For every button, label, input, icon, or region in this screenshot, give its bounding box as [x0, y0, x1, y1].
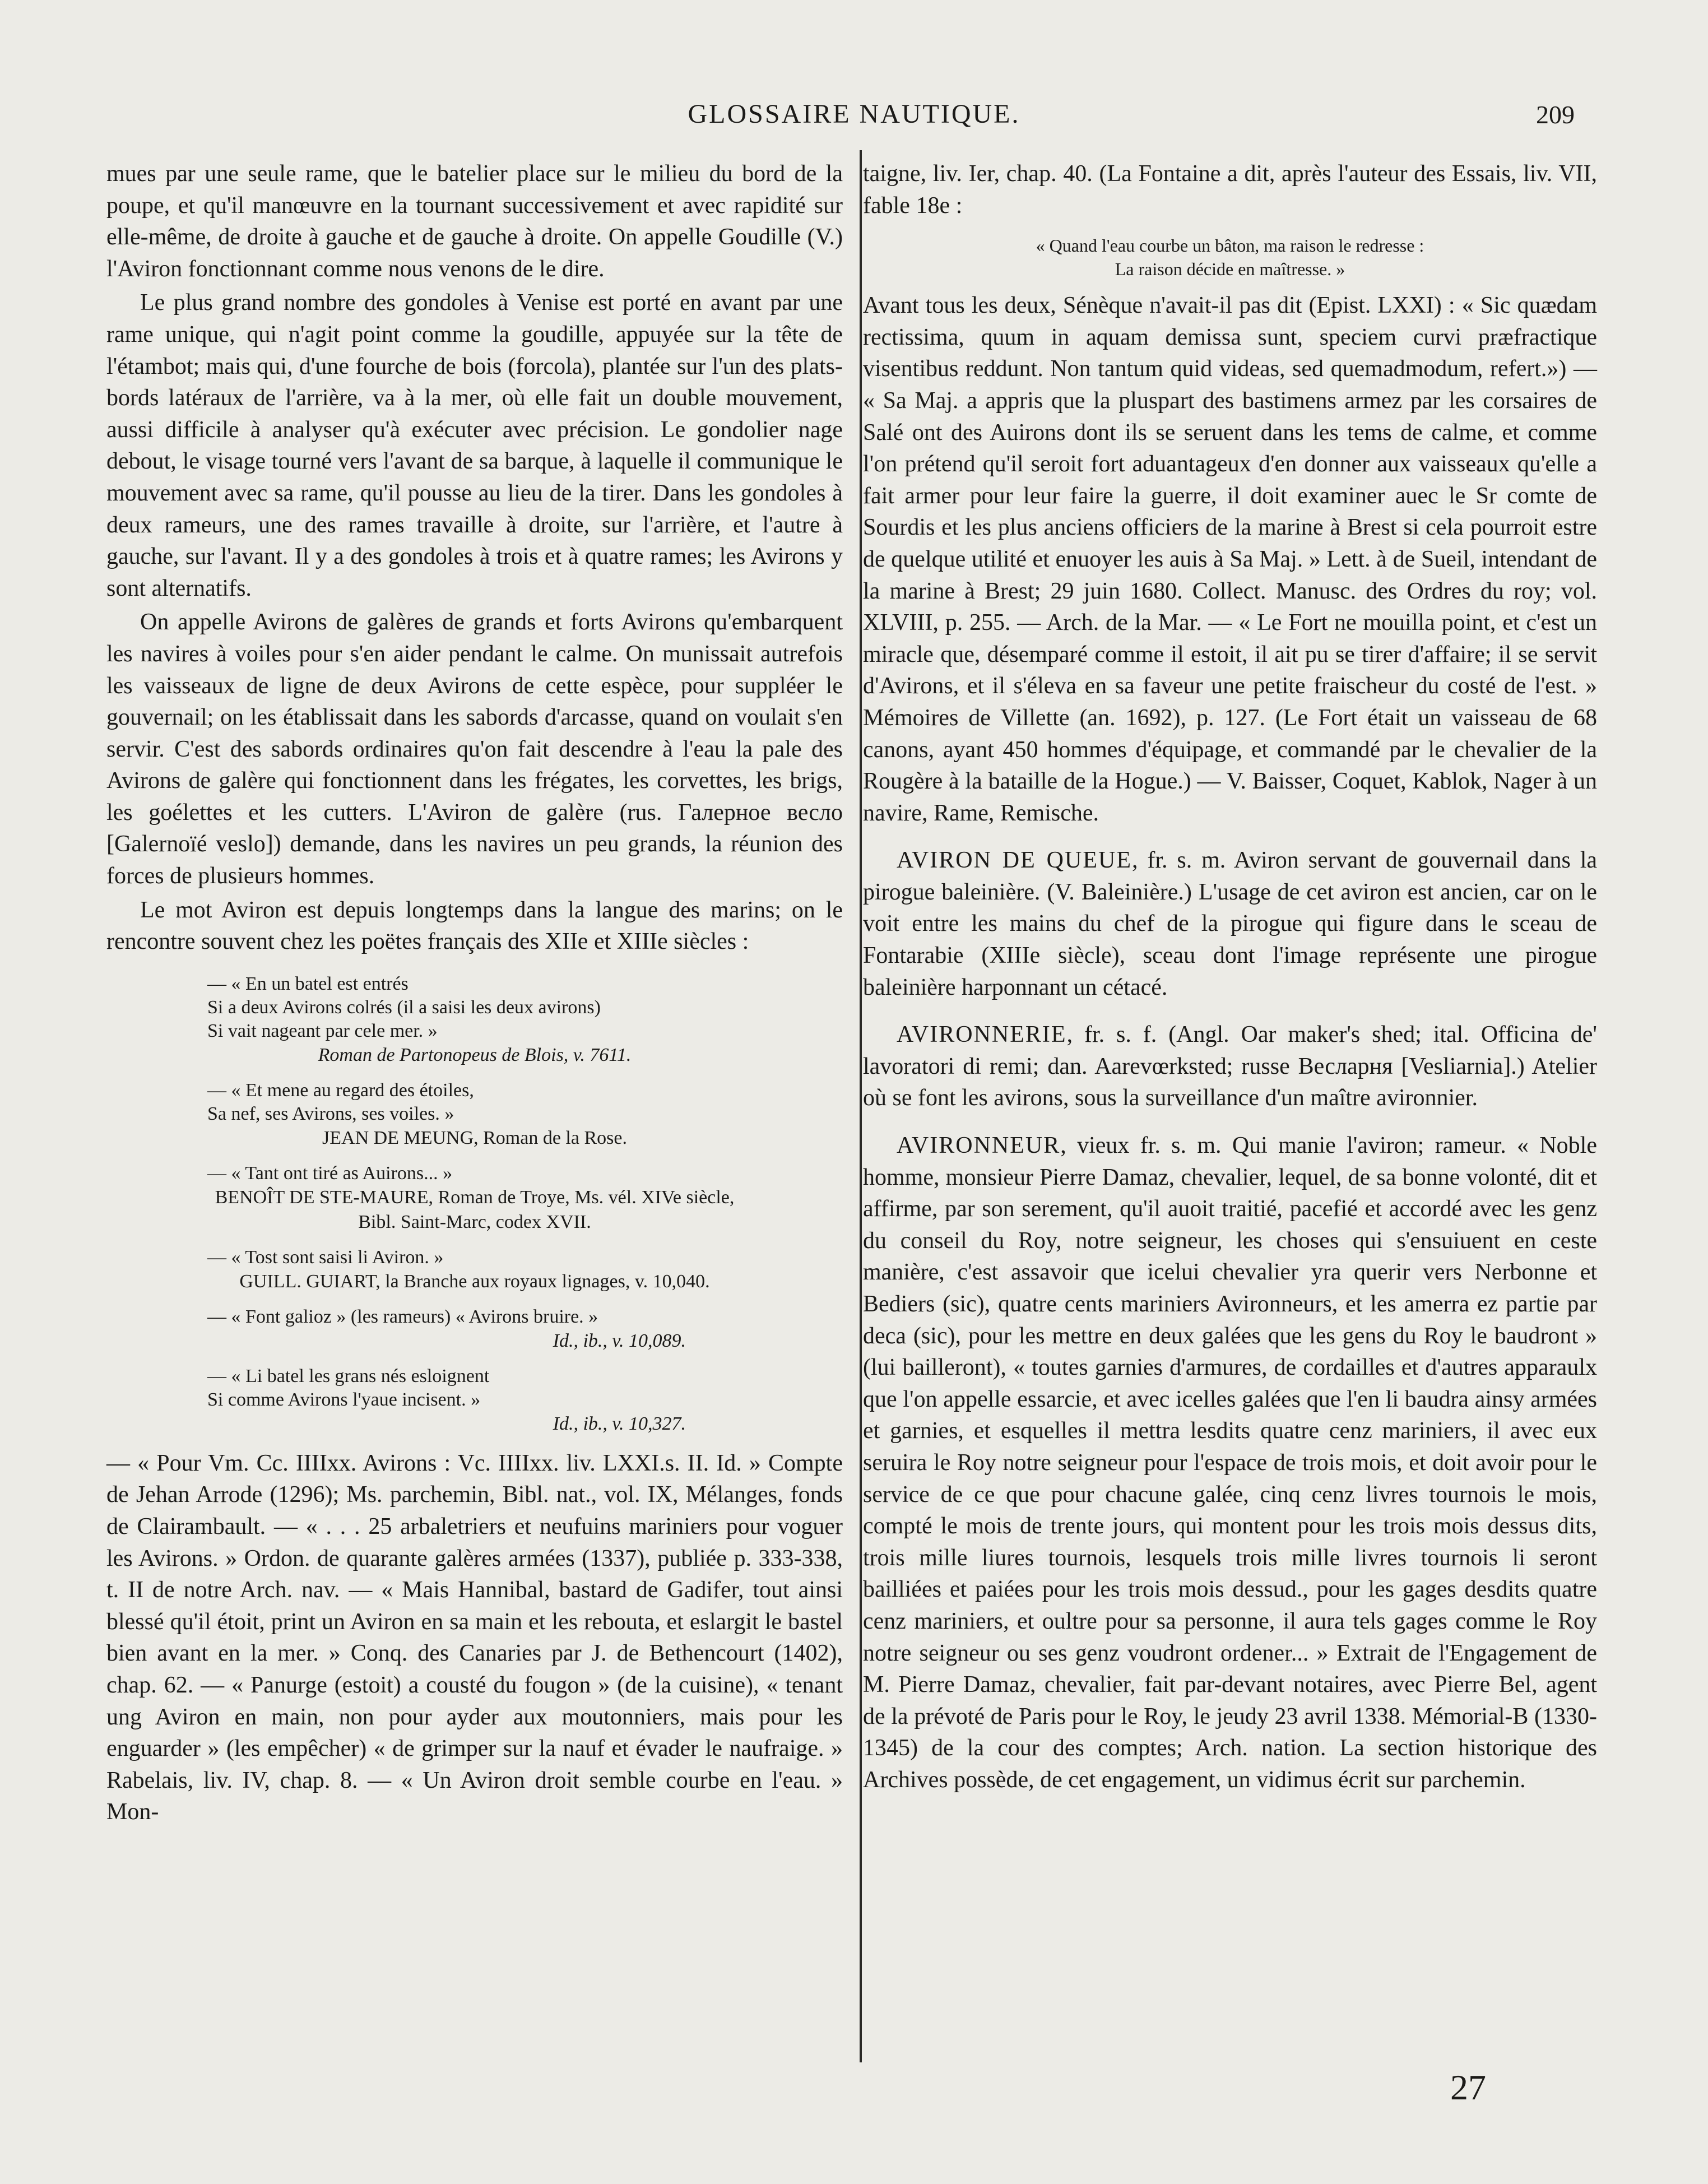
entry-body: , vieux fr. s. m. Qui manie l'aviron; rameur. « Noble homme, monsieur Pierre Damaz, chevalier, lequel, de sa bonne volonté, dit et affirme, par son serement, qu'il auoit traitié, pacefié et accordé avec les genz du conseil du Roy, notre seigneur, les choses qui s'ensuiuent en ceste manière, c'est assavoir que icelui chevalier yra querir vers Nerbonne et Bediers (sic), quatre cents mariniers Avironneurs, et les amerra ez partie par deca (sic), pour les mettre en deux galées que les gens du Roy le baudront » (lui bailleront), « toutes garnies d'armures, de cordailles et d'autres apparaulx que l'on appelle essarcie, et avec icelles galées que l'en li baudra ainsy armées et garnies, et esquelles il mettra lesdits quatre cenz mariniers, il avec eux seruira le Roy notre seigneur pour l'espace de trois mois, et doit avoir pour le service de ce que pour chacune galée, cinq cenz livres tournois le mois, compté le mois de trente jours, qui montent pour les trois mois dessus dits, trois mille liures tournois, lesquels trois mille livres tournois li seront bailliées et paiées pour les trois mois dessud., pour les gages desdits quatre cenz mariniers, et oultre pour sa personne, il aura tels gages comme le Roy notre seigneur ou ses genz voudront ordener... » Extrait de l'Engagement de M. Pierre Damaz, chevalier, fait par-devant notaires, avec Pierre Bel, agent de la prévoté de Paris pour le Roy, le jeudy 23 avril 1338. Mémorial-B (1330-1345) de la cour des comptes; Arch. nation. La section historique des Archives possède, de cet engagement, un vidimus écrit sur parchemin.	[863, 1133, 1597, 1793]
paragraph: Le plus grand nombre des gondoles à Venise est porté en avant par une rame unique, qui n'agit point comme la goudille, appuyée sur la tête de l'étambot; mais qui, d'une fourche de bois (forcola), plantée sur l'un des plats-bords latéraux de l'arrière, va à la mer, où elle fait un double mouvement, aussi difficile à analyser qu'à exécuter avec précision. Le gondolier nage debout, le visage tourné vers l'avant de sa barque, à laquelle il communique le mouvement avec sa rame, qu'il pousse au lieu de la tirer. Dans les gondoles à deux rameurs, une des rames travaille à droite, sur l'arrière, et l'autre à gauche, sur l'avant. Il y a des gondoles à trois et à quatre rames; les Avirons y sont alternatifs.	[106, 290, 843, 601]
verse-line: — « Li batel les grans nés esloignent	[207, 1365, 490, 1387]
quotation-block	[106, 972, 843, 1436]
citation: BENOÎT DE STE-MAURE, Roman de Troye, Ms. vél. XIVe siècle,	[215, 1186, 735, 1208]
paragraph: — « Pour Vm. Cc. IIIIxx. Avirons : Vc. IIIIxx. liv. LXXI.s. II. Id. » Compte de Jehan Arrode (1296); Ms. parchemin, Bibl. nat., vol. IX, Mélanges, fonds de Clairambault. — « . . . 25 arbaletriers et neufuins mariniers pour voguer les Avirons. » Ordon. de quarante galères armées (1337), publiée p. 333-338, t. II de notre Arch. nav. — « Mais Hannibal, bastard de Gadifer, tout ainsi blessé qu'il étoit, print un Aviron en sa main et les rebouta, et eslargit le bastel bien avant en la mer. » Conq. des Canaries par J. de Bethencourt (1402), chap. 62. — « Panurge (estoit) a cousté du fougon » (de la cuisine), « tenant ung Aviron en main, non pour ayder aux moutonniers, mais pour les enguarder » (les empêcher) « de grimper sur la nauf et évader le naufraige. » Rabelais, liv. IV, chap. 8. — « Un Aviron droit semble courbe en l'eau. » Mon-	[106, 1450, 843, 1825]
citation: Bibl. Saint-Marc, codex XVII.	[358, 1211, 591, 1232]
paragraph: Avant tous les deux, Sénèque n'avait-il pas dit (Epist. LXXI) : « Sic quædam rectissima, quum in aquam demissa sunt, speciem curvi præfractique visentibus reddunt. Non tantum quid videas, sed quemadmodum, refert.») — « Sa Maj. a appris que la pluspart des bastimens armez par les corsaires de Salé ont des Auirons dont ils se seruent dans les tems de calme, et comme l'on prétend qu'il seroit fort aduantageux d'en donner aux vaisseaux qu'elle a fait armer pour leur faire la guerre, il doit examiner auec le Sr comte de Sourdis et les plus anciens officiers de la marine à Brest si cela pourroit estre de quelque utilité et enuoyer les auis à Sa Maj. » Lett. à de Sueil, intendant de la marine à Brest; 29 juin 1680. Collect. Manusc. des Ordres du roy; vol. XLVIII, p. 255. — Arch. de la Mar. — « Le Fort ne mouilla point, et c'est un miracle que, désemparé comme il estoit, il ait pu se tirer d'affaire; il se servit d'Avirons, et il s'éleva en sa faveur une petite fraischeur du costé de l'est. » Mémoires de Villette (an. 1692), p. 127. (Le Fort était un vaisseau de 68 canons, ayant 450 hommes d'équipage, et commandé par le chevalier de la Rougère à la bataille de la Hogue.) — V. Baisser, Coquet, Kablok, Nager à un navire, Rame, Remische.	[863, 293, 1597, 826]
signature-mark: 27	[1450, 2067, 1486, 2107]
verse-line: — « En un batel est entrés	[207, 973, 409, 994]
entry-body: , fr. s. f. (Angl. Oar maker's shed; ital. Officina de' lavoratori di remi; dan. Aarevœrksted; russe Весларня [Vesliarnia].) Atelier où se font les avirons, sous la surveillance d'un maître avironnier.	[863, 1022, 1597, 1111]
running-title: GLOSSAIRE NAUTIQUE.	[688, 99, 1020, 129]
entry-headword: AVIRONNEUR	[897, 1133, 1061, 1159]
citation: Id., ib., v. 10,327.	[553, 1413, 686, 1434]
verse-line: — « Et mene au regard des étoiles,	[207, 1079, 474, 1101]
page-number: 209	[1536, 100, 1575, 129]
entry-body: , fr. s. m. Aviron servant de gouvernail dans la pirogue baleinière. (V. Baleinière.) L'usage de cet aviron est ancien, car on le voit entre les mains du chef de la pirogue qui figure dans le sceau de Fontarabie (XIIIe siècle), sceau dont l'image représente une pirogue baleinière harponnant un cétacé.	[863, 847, 1597, 1000]
verse-line: — « Font galioz » (les rameurs) « Avirons bruire. »	[207, 1306, 598, 1327]
column-divider	[860, 150, 862, 2062]
right-column	[863, 158, 1597, 1796]
verse-line: Si comme Avirons l'yaue incisent. »	[207, 1389, 481, 1410]
verse-line: « Quand l'eau courbe un bâton, ma raison le redresse :	[1036, 235, 1424, 256]
paragraph: On appelle Avirons de galères de grands et forts Avirons qu'embarquent les navires à voiles pour s'en aider pendant le calme. On munissait autrefois les vaisseaux de ligne de deux Avirons de cette espèce, pour suppléer le gouvernail; on les établissait dans les sabords d'arcasse, quand on voulait s'en servir. C'est des sabords ordinaires qu'on fait descendre à l'eau la pale des Avirons de galère qui fonctionnent dans les frégates, les corvettes, les brigs, les goélettes et les cutters. L'Aviron de galère (rus. Галерное весло [Galernoïé veslo]) demande, dans les navires un peu grands, la réunion des forces de plusieurs hommes.	[106, 609, 843, 889]
paragraph: mues par une seule rame, que le batelier place sur le milieu du bord de la poupe, et qu'il manœuvre en la tournant successivement et avec rapidité sur elle-même, de droite à gauche et de gauche à droite. On appelle Goudille (V.) l'Aviron fonctionnant comme nous venons de le dire.	[106, 161, 843, 282]
paragraph: Le mot Aviron est depuis longtemps dans la langue des marins; on le rencontre souvent chez les poëtes français des XIIe et XIIIe siècles :	[106, 897, 843, 955]
quotation-block	[863, 234, 1597, 281]
citation: JEAN DE MEUNG, Roman de la Rose.	[322, 1127, 627, 1148]
glossary-entry	[863, 845, 1597, 1003]
verse-line: — « Tost sont saisi li Aviron. »	[207, 1246, 444, 1268]
citation: Id., ib., v. 10,089.	[553, 1330, 686, 1351]
verse-line: Si a deux Avirons colrés (il a saisi les deux avirons)	[207, 996, 601, 1018]
paragraph: taigne, liv. Ier, chap. 40. (La Fontaine a dit, après l'auteur des Essais, liv. VII, fable 18e :	[863, 161, 1597, 219]
citation: Roman de Partonopeus de Blois, v. 7611.	[318, 1044, 632, 1065]
glossary-entry	[863, 1130, 1597, 1796]
verse-line: — « Tant ont tiré as Auirons... »	[207, 1162, 453, 1184]
verse-line: Sa nef, ses Avirons, ses voiles. »	[207, 1103, 454, 1124]
citation: GUILL. GUIART, la Branche aux royaux lignages, v. 10,040.	[239, 1270, 710, 1292]
entry-headword: AVIRON DE QUEUE	[897, 847, 1132, 874]
left-column	[106, 158, 843, 1828]
glossary-entry	[863, 1019, 1597, 1114]
entry-headword: AVIRONNERIE	[897, 1022, 1067, 1048]
verse-line: La raison décide en maîtresse. »	[1115, 259, 1345, 280]
verse-line: Si vait nageant par cele mer. »	[207, 1020, 438, 1041]
